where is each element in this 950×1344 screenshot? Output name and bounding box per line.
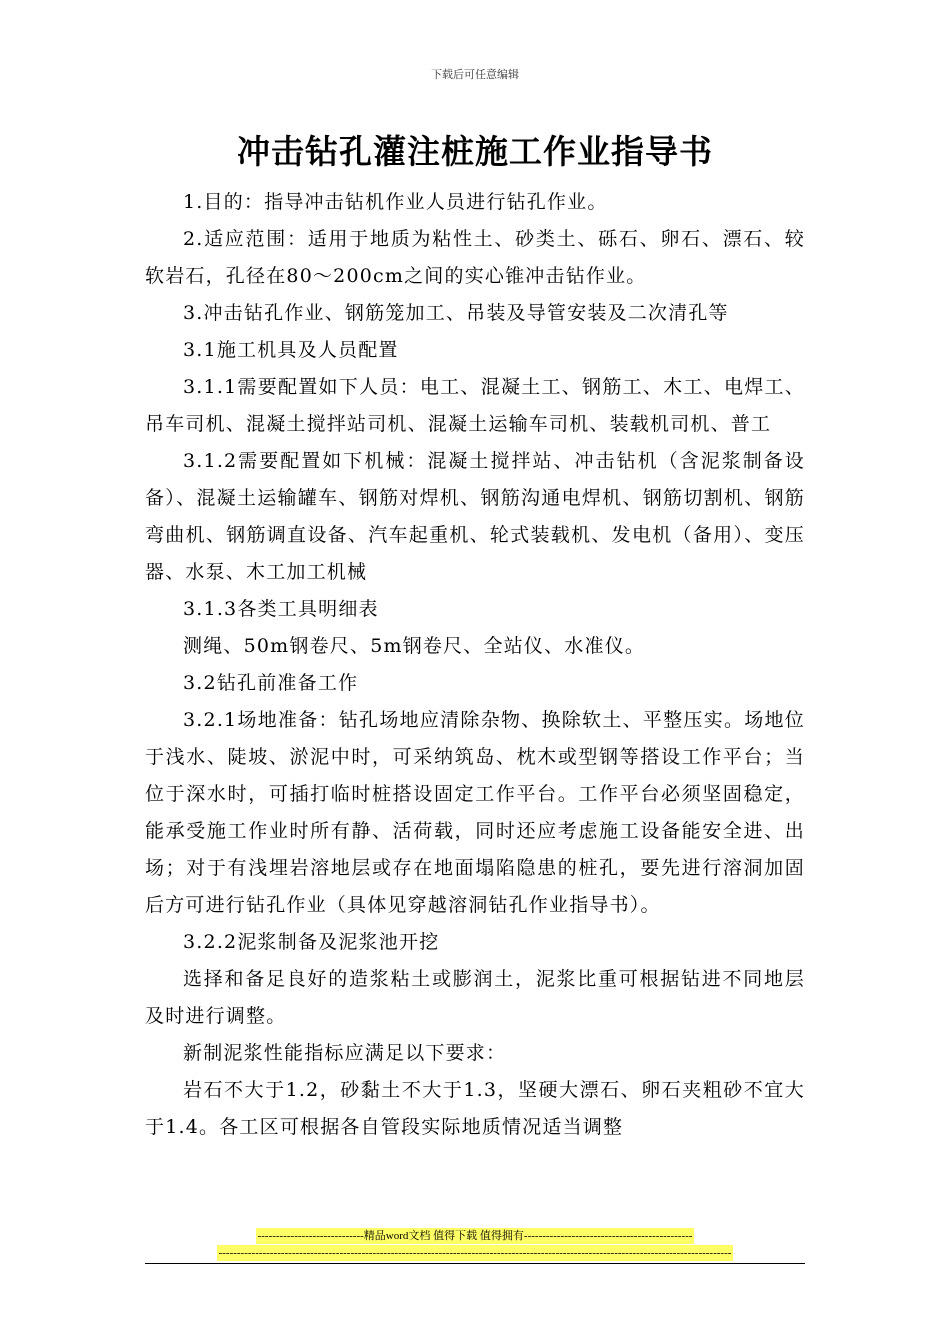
footer-line-2: -------------------------------------------------------------------------------------------------------------------------------------------- — [218, 1247, 732, 1259]
paragraph: 3.2.1场地准备：钻孔场地应清除杂物、换除软土、平整压实。场地位于浅水、陡坡、淤泥中时，可采纳筑岛、枕木或型钢等搭设工作平台；当位于深水时，可插打临时桩搭设固定工作平台。工作平台必须坚固稳定，能承受施工作业时所有静、活荷载，同时还应考虑施工设备能安全进、出场；对于有浅埋岩溶地层或存在地面塌陷隐患的桩孔，要先进行溶洞加固后方可进行钻孔作业（具体见穿越溶洞钻孔作业指导书）。 — [145, 709, 805, 916]
paragraph: 3.冲击钻孔作业、钢筋笼加工、吊装及导管安装及二次清孔等 — [183, 302, 729, 324]
footer-divider — [145, 1263, 805, 1264]
document-title: 冲击钻孔灌注桩施工作业指导书 — [237, 132, 713, 171]
paragraph: 3.1.1需要配置如下人员：电工、混凝土工、钢筋工、木工、电焊工、吊车司机、混凝土搅拌站司机、混凝土运输车司机、装载机司机、普工 — [145, 376, 805, 435]
paragraph: 3.1.2需要配置如下机械：混凝土搅拌站、冲击钻机（含泥浆制备设备）、混凝土运输罐车、钢筋对焊机、钢筋沟通电焊机、钢筋切割机、钢筋弯曲机、钢筋调直设备、汽车起重机、轮式装载机、发电机（备用）、变压器、水泵、木工加工机械 — [145, 450, 805, 583]
paragraph: 选择和备足良好的造浆粘土或膨润土，泥浆比重可根据钻进不同地层及时进行调整。 — [145, 968, 805, 1027]
footer-line-1: -----------------------------精品word文档 值得下载 值得拥有---------------------------------------------- — [257, 1230, 693, 1242]
paragraph: 3.1施工机具及人员配置 — [183, 339, 399, 361]
paragraph: 2.适应范围：适用于地质为粘性土、砂类土、砾石、卵石、漂石、较软岩石，孔径在80～200cm之间的实心锥冲击钻作业。 — [145, 228, 805, 287]
paragraph: 3.2.2泥浆制备及泥浆池开挖 — [183, 931, 440, 953]
paragraph: 3.1.3各类工具明细表 — [183, 598, 379, 620]
paragraph: 1.目的：指导冲击钻机作业人员进行钻孔作业。 — [183, 191, 608, 213]
paragraph: 3.2钻孔前准备工作 — [183, 672, 359, 694]
paragraph: 测绳、50m钢卷尺、5m钢卷尺、全站仪、水准仪。 — [183, 635, 646, 657]
document-body — [145, 184, 805, 1146]
header-note: 下载后可任意编辑 — [431, 68, 519, 81]
paragraph: 岩石不大于1.2，砂黏土不大于1.3，坚硬大漂石、卵石夹粗砂不宜大于1.4。各工区可根据各自管段实际地质情况适当调整 — [145, 1079, 805, 1138]
footer-banner — [0, 1228, 950, 1261]
paragraph: 新制泥浆性能指标应满足以下要求： — [183, 1042, 507, 1064]
